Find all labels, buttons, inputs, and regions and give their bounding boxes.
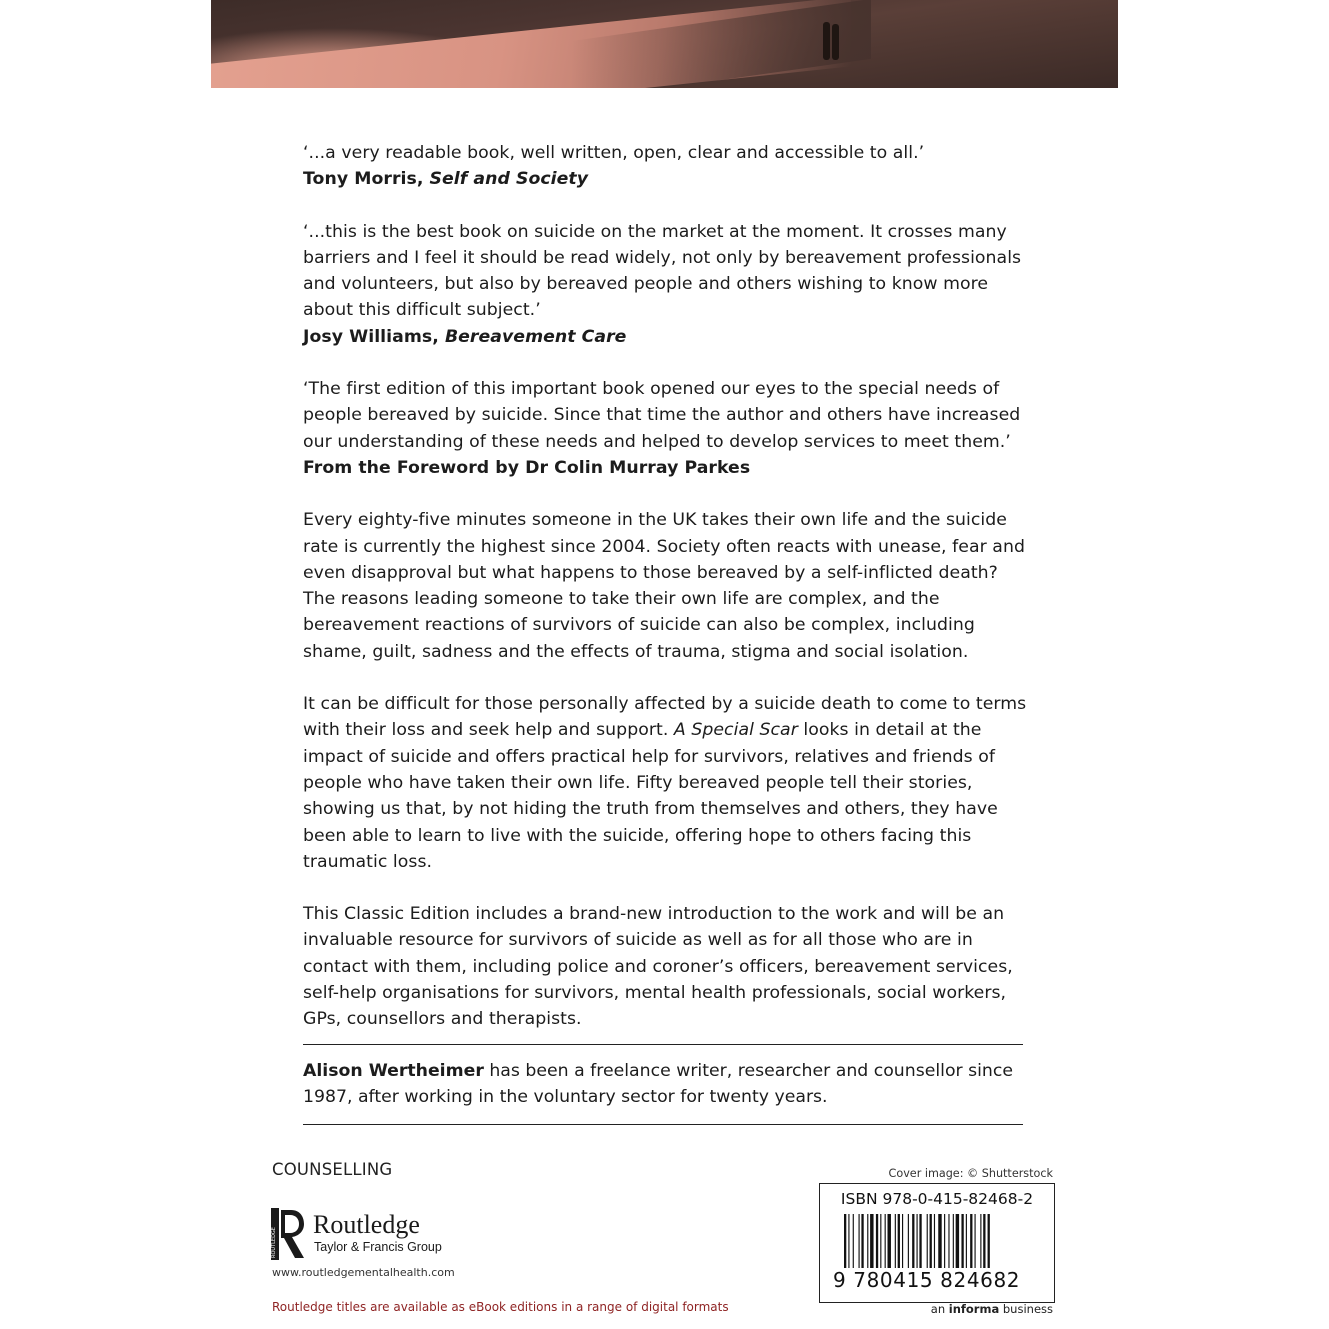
description-paragraph-2: It can be difficult for those personally affected by a suicide death to come to terms with their loss and seek help and support. A Special Scar looks in detail at the impact of suicide and offers practical help for survivors, relatives and friends of people who have taken their own life. Fifty bereaved people tell their stories, showing us that, by not hiding the truth from themselves and others, they have been able to learn to live with the suicide, offering hope to others facing this traumatic loss. bbox=[303, 694, 1027, 872]
isbn-label: ISBN 978-0-415-82468-2 bbox=[840, 1190, 1034, 1208]
quote-attribution: From the Foreword by Dr Colin Murray Parkes bbox=[303, 457, 751, 478]
isbn-barcode bbox=[819, 1183, 1055, 1303]
isbn-digits: 9 780415 824682 bbox=[833, 1268, 1021, 1292]
quote-3 bbox=[303, 376, 1033, 481]
book-title: A Special Scar bbox=[673, 720, 798, 741]
walking-couple-silhouette bbox=[823, 22, 841, 62]
quote-1 bbox=[303, 140, 1033, 193]
divider-bottom bbox=[303, 1124, 1023, 1125]
cover-image-credit: Cover image: © Shutterstock bbox=[888, 1167, 1053, 1180]
quote-attribution: Josy Williams, Bereavement Care bbox=[303, 326, 627, 347]
subject-category: COUNSELLING bbox=[272, 1160, 393, 1179]
publisher-name: Routledge bbox=[313, 1210, 420, 1239]
author-name: Alison Wertheimer bbox=[303, 1061, 484, 1081]
barcode-bars bbox=[844, 1214, 1032, 1276]
cover-photo-strip bbox=[211, 0, 1118, 88]
publisher-group: Taylor & Francis Group bbox=[314, 1240, 442, 1254]
quote-text: ‘...a very readable book, well written, open, clear and accessible to all.’ bbox=[303, 143, 925, 163]
divider-top bbox=[303, 1044, 1023, 1045]
description-paragraph-3: This Classic Edition includes a brand-new introduction to the work and will be an invaluable resource for survivors of suicide as well as for all those who are in contact with them, including police and coroner’s officers, bereavement services, self-help organisations for survivors, mental health professionals, social workers, GPs, counsellors and therapists. bbox=[303, 904, 1013, 1030]
quote-text: ‘...this is the best book on suicide on the market at the moment. It crosses many barriers and I feel it should be read widely, not only by bereavement professionals and volunteers, but also by bereaved people and others wishing to know more about this difficult subject.’ bbox=[303, 221, 1022, 321]
publisher-url[interactable]: www.routledgementalhealth.com bbox=[272, 1266, 455, 1279]
publisher-logo bbox=[271, 1208, 471, 1260]
quote-attribution: Tony Morris, Self and Society bbox=[303, 169, 589, 190]
back-cover-copy bbox=[303, 140, 1033, 1059]
svg-text:ROUTLEDGE: ROUTLEDGE bbox=[271, 1227, 277, 1258]
routledge-r-icon bbox=[271, 1208, 305, 1260]
ebook-note: Routledge titles are available as eBook editions in a range of digital formats bbox=[272, 1300, 729, 1314]
informa-business-tag: an informa business bbox=[930, 1302, 1053, 1316]
quote-text: ‘The first edition of this important book opened our eyes to the special needs of people bereaved by suicide. Since that time the author and others have increased our understanding of these needs and helped to develop services to meet them.’ bbox=[303, 379, 1021, 452]
quote-2 bbox=[303, 219, 1033, 350]
description-paragraph-1: Every eighty-five minutes someone in the UK takes their own life and the suicide rate is currently the highest since 2004. Society often reacts with unease, fear and even disapproval but what happens to those bereaved by a self-inflicted death? The reasons leading someone to take their own life are complex, and the bereavement reactions of survivors of suicide can also be complex, including shame, guilt, sadness and the effects of trauma, stigma and social isolation. bbox=[303, 510, 1025, 662]
author-bio: Alison Wertheimer has been a freelance writer, researcher and counsellor since 1987, after working in the voluntary sector for twenty years. bbox=[303, 1061, 1014, 1108]
